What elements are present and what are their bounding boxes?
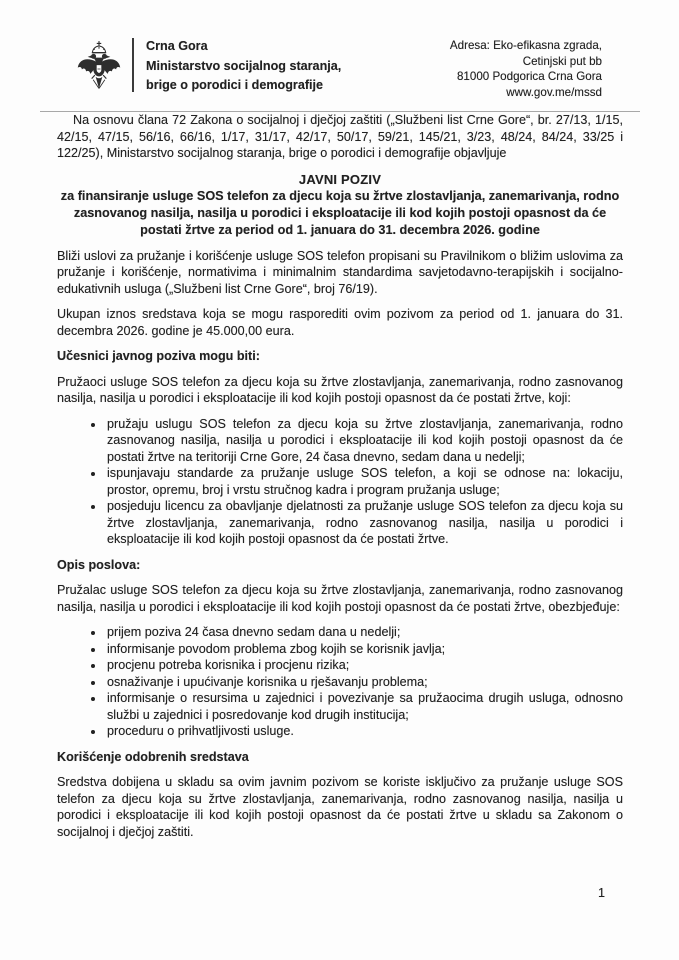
- use-of-funds-heading: Korišćenje odobrenih sredstava: [57, 749, 249, 764]
- country-name: Crna Gora: [146, 39, 208, 53]
- website-text: www.gov.me/mssd: [506, 85, 602, 99]
- address-line-1: Adresa: Eko-efikasna zgrada,: [449, 39, 602, 52]
- list-item: • informisanje o resursima u zajednici i povezivanje sa pružaocima drugih usluga, odnosno službi u zajednici i posredovanje kod drugih institucija;: [105, 690, 623, 723]
- participants-intro-paragraph: Pružaoci usluge SOS telefon za djecu koja su žrtve zlostavljanja, zanemarivanja, rodno zasnovanog nasilja, nasilja u porodici i eksploatacije ili kod kojih postoji opasnost da će postati žrtve, koji:: [57, 374, 623, 405]
- ministry-name-block: [146, 36, 341, 96]
- ministry-name-line-2: brige o porodici i demografije: [146, 78, 324, 92]
- address-line-3: 81000 Podgorica Crna Gora: [456, 70, 602, 83]
- letterhead: [57, 36, 623, 100]
- job-description-heading: Opis poslova:: [57, 557, 141, 572]
- list-item: • posjeduju licencu za obavljanje djelatnosti za pružanje usluge SOS telefon za djecu koja su žrtve zlostavljanja, zanemarivanja, rodno zasnovanog nasilja, nasilja u porodici i eksploatacije ili kod kojih postoji opasnost da će postati žrtve.: [105, 498, 623, 548]
- list-item: • proceduru o prihvatljivosti usluge.: [105, 723, 623, 740]
- list-item: • prijem poziva 24 časa dnevno sedam dana u nedelji;: [105, 624, 623, 641]
- use-of-funds-paragraph: Sredstva dobijena u skladu sa ovim javnim pozivom se koriste isključivo za pružanje usluge SOS telefon za djecu koja su žrtve zlostavljanja, zanemarivanja, rodno zasnovanog nasilja, nasilja u porodici i eksploatacije ili kod kojih postoji opasnost da će postati žrtve u skladu sa Zakonom o socijalnoj i dječjoj zaštiti.: [57, 775, 623, 839]
- job-description-bullet-list: [57, 624, 623, 740]
- title-block: [57, 171, 623, 239]
- document-body: [57, 112, 623, 840]
- document-subtitle: za finansiranje usluge SOS telefon za djecu koja su žrtve zlostavljanja, zanemarivanja, rodno zasnovanog nasilja, nasilja u porodici i eksploatacije ili kod kojih postoji opasnost da će postati žrtve za period od 1. januara do 31. decembra 2026. godine: [60, 188, 620, 237]
- address-line-2: Cetinjski put bb: [522, 54, 602, 68]
- list-item: • pružaju uslugu SOS telefon za djecu koja su žrtve zlostavljanja, zanemarivanja, rodno zasnovanog nasilja, nasilja u porodici i eksploatacije ili kod kojih postoji opasnost da će postati žrtve na teritoriji Crne Gore, 24 časa dnevno, sedam dana u nedelji;: [105, 416, 623, 466]
- participants-heading: Učesnici javnog poziva mogu biti:: [57, 349, 260, 363]
- list-item: • ispunjavaju standarde za pružanje usluge SOS telefon, a koji se odnose na: lokaciju, prostor, opremu, broj i vrstu stručnog kadra i program pružanja usluge;: [105, 465, 623, 498]
- document-title: JAVNI POZIV: [298, 171, 382, 187]
- header-divider: [132, 38, 134, 92]
- address-block: [450, 36, 602, 100]
- job-description-intro-paragraph: Pružalac usluge SOS telefon za djecu koja su žrtve zlostavljanja, zanemarivanja, rodno zasnovanog nasilja, nasilja u porodici i eksploatacije ili kod kojih postoji opasnost da će postati žrtve, obezbjeđuje:: [57, 583, 623, 614]
- list-item: • procjenu potreba korisnika i procjenu rizika;: [105, 657, 623, 674]
- ministry-name-line-1: Ministarstvo socijalnog staranja,: [146, 58, 342, 73]
- funds-paragraph: Ukupan iznos sredstava koja se mogu rasporediti ovim pozivom za period od 1. januara do 31. decembra 2026. godine je 45.000,00 eura.: [57, 307, 623, 338]
- montenegro-coat-of-arms-icon: [74, 38, 124, 99]
- participants-bullet-list: [57, 416, 623, 548]
- list-item: • osnaživanje i upućivanje korisnika u rješavanju problema;: [105, 674, 623, 691]
- page-number: 1: [597, 886, 605, 900]
- list-item: • informisanje povodom problema zbog kojih se korisnik javlja;: [105, 641, 623, 658]
- legal-basis-paragraph: Na osnovu člana 72 Zakona o socijalnoj i dječjoj zaštiti („Službeni list Crne Gore“, br. 27/13, 1/15, 42/15, 47/15, 56/16, 66/16, 1/17, 31/17, 42/17, 50/17, 59/21, 145/21, 3/23, 48/24, 84/24, 33/25 i 122/25), Ministarstvo socijalnog staranja, brige o porodici i demografije objavljuje: [57, 113, 623, 160]
- conditions-paragraph: Bliži uslovi za pružanje i korišćenje usluge SOS telefon propisani su Pravilnikom o bližim uslovima za pružanje i korišćenje, normativima i minimalnim standardima savjetodavno-terapijskih i socijalno-edukativnih usluga („Službeni list Crne Gore“, broj 76/19).: [57, 248, 623, 296]
